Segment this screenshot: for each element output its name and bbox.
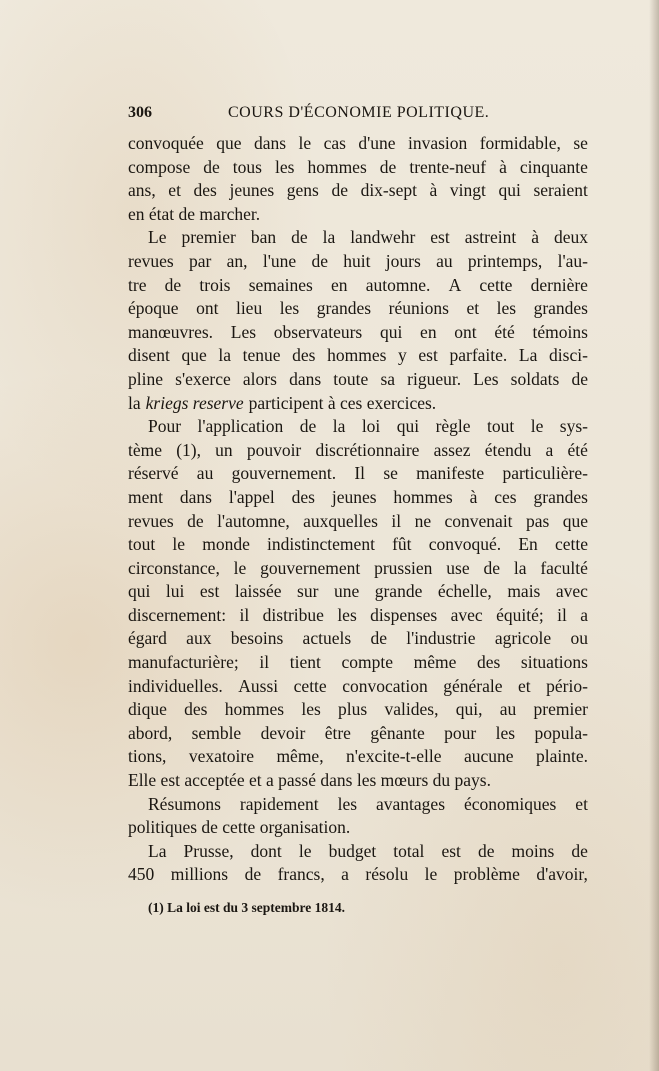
body-text (128, 132, 588, 887)
text-line: circonstance, le gouvernement prussien use de la faculté (128, 557, 588, 578)
text-line: égard aux besoins actuels de l'industrie agricole ou (128, 628, 588, 649)
text-line: 450 millions de francs, a résolu le problème d'avoir, (128, 864, 588, 885)
text-line: discernement: il distribue les dispenses avec équité; il a (128, 604, 588, 625)
text-line: politiques de cette organisation. (128, 817, 351, 838)
text-line: époque ont lieu les grandes réunions et les grandes (128, 298, 588, 319)
text-line: tème (1), un pouvoir discrétionnaire assez étendu a été (128, 439, 588, 460)
page-header (128, 104, 588, 126)
text-line: tions, vexatoire même, n'excite-t-elle aucune plainte. (128, 746, 588, 767)
running-head: COURS D'ÉCONOMIE POLITIQUE. (228, 104, 490, 121)
text-line: manœuvres. Les observateurs qui en ont été témoins (128, 321, 588, 342)
text-line: compose de tous les hommes de trente-neuf à cinquante (128, 156, 588, 177)
text-line: en état de marcher. (128, 203, 261, 224)
italic-term: kriegs reserve (145, 392, 244, 413)
footnote: (1) La loi est du 3 septembre 1814. (148, 900, 345, 915)
text-line: réservé au gouvernement. Il se manifeste particulière- (128, 463, 588, 484)
text-line: ans, et des jeunes gens de dix-sept à vingt qui seraient (128, 180, 588, 201)
text-line: Le premier ban de la landwehr est astreint à deux (148, 227, 588, 248)
text-line: La Prusse, dont le budget total est de moins de (148, 840, 588, 861)
text-line: Elle est acceptée et a passé dans les mœurs du pays. (128, 770, 491, 791)
text-line: ment dans l'appel des jeunes hommes à ces grandes (128, 486, 588, 507)
text-segment: la (128, 392, 141, 413)
text-segment: participent à ces exercices. (248, 392, 437, 413)
text-line: Pour l'application de la loi qui règle tout le sys- (148, 416, 588, 437)
text-line: tout le monde indistinctement fût convoqué. En cette (128, 534, 588, 555)
page-number: 306 (128, 104, 152, 121)
text-line: Résumons rapidement les avantages économiques et (148, 793, 588, 814)
text-line: disent que la tenue des hommes y est parfaite. La disci- (128, 345, 588, 366)
text-line: abord, semble devoir être gênante pour les popula- (128, 722, 588, 743)
text-line: manufacturière; il tient compte même des situations (128, 652, 588, 673)
text-line: individuelles. Aussi cette convocation générale et pério- (128, 675, 588, 696)
text-line: dique des hommes les plus valides, qui, au premier (128, 699, 588, 720)
text-line: revues de l'automne, auxquelles il ne convenait pas que (128, 510, 588, 531)
text-line-mixed (128, 392, 588, 416)
text-line: convoquée que dans le cas d'une invasion formidable, se (128, 133, 588, 153)
text-line: qui lui est laissée sur une grande échelle, mais avec (128, 581, 588, 602)
text-line: tre de trois semaines en automne. A cette dernière (128, 274, 588, 295)
text-line: revues par an, l'une de huit jours au printemps, l'au- (128, 250, 588, 271)
text-line: pline s'exerce alors dans toute sa rigueur. Les soldats de (128, 368, 588, 389)
